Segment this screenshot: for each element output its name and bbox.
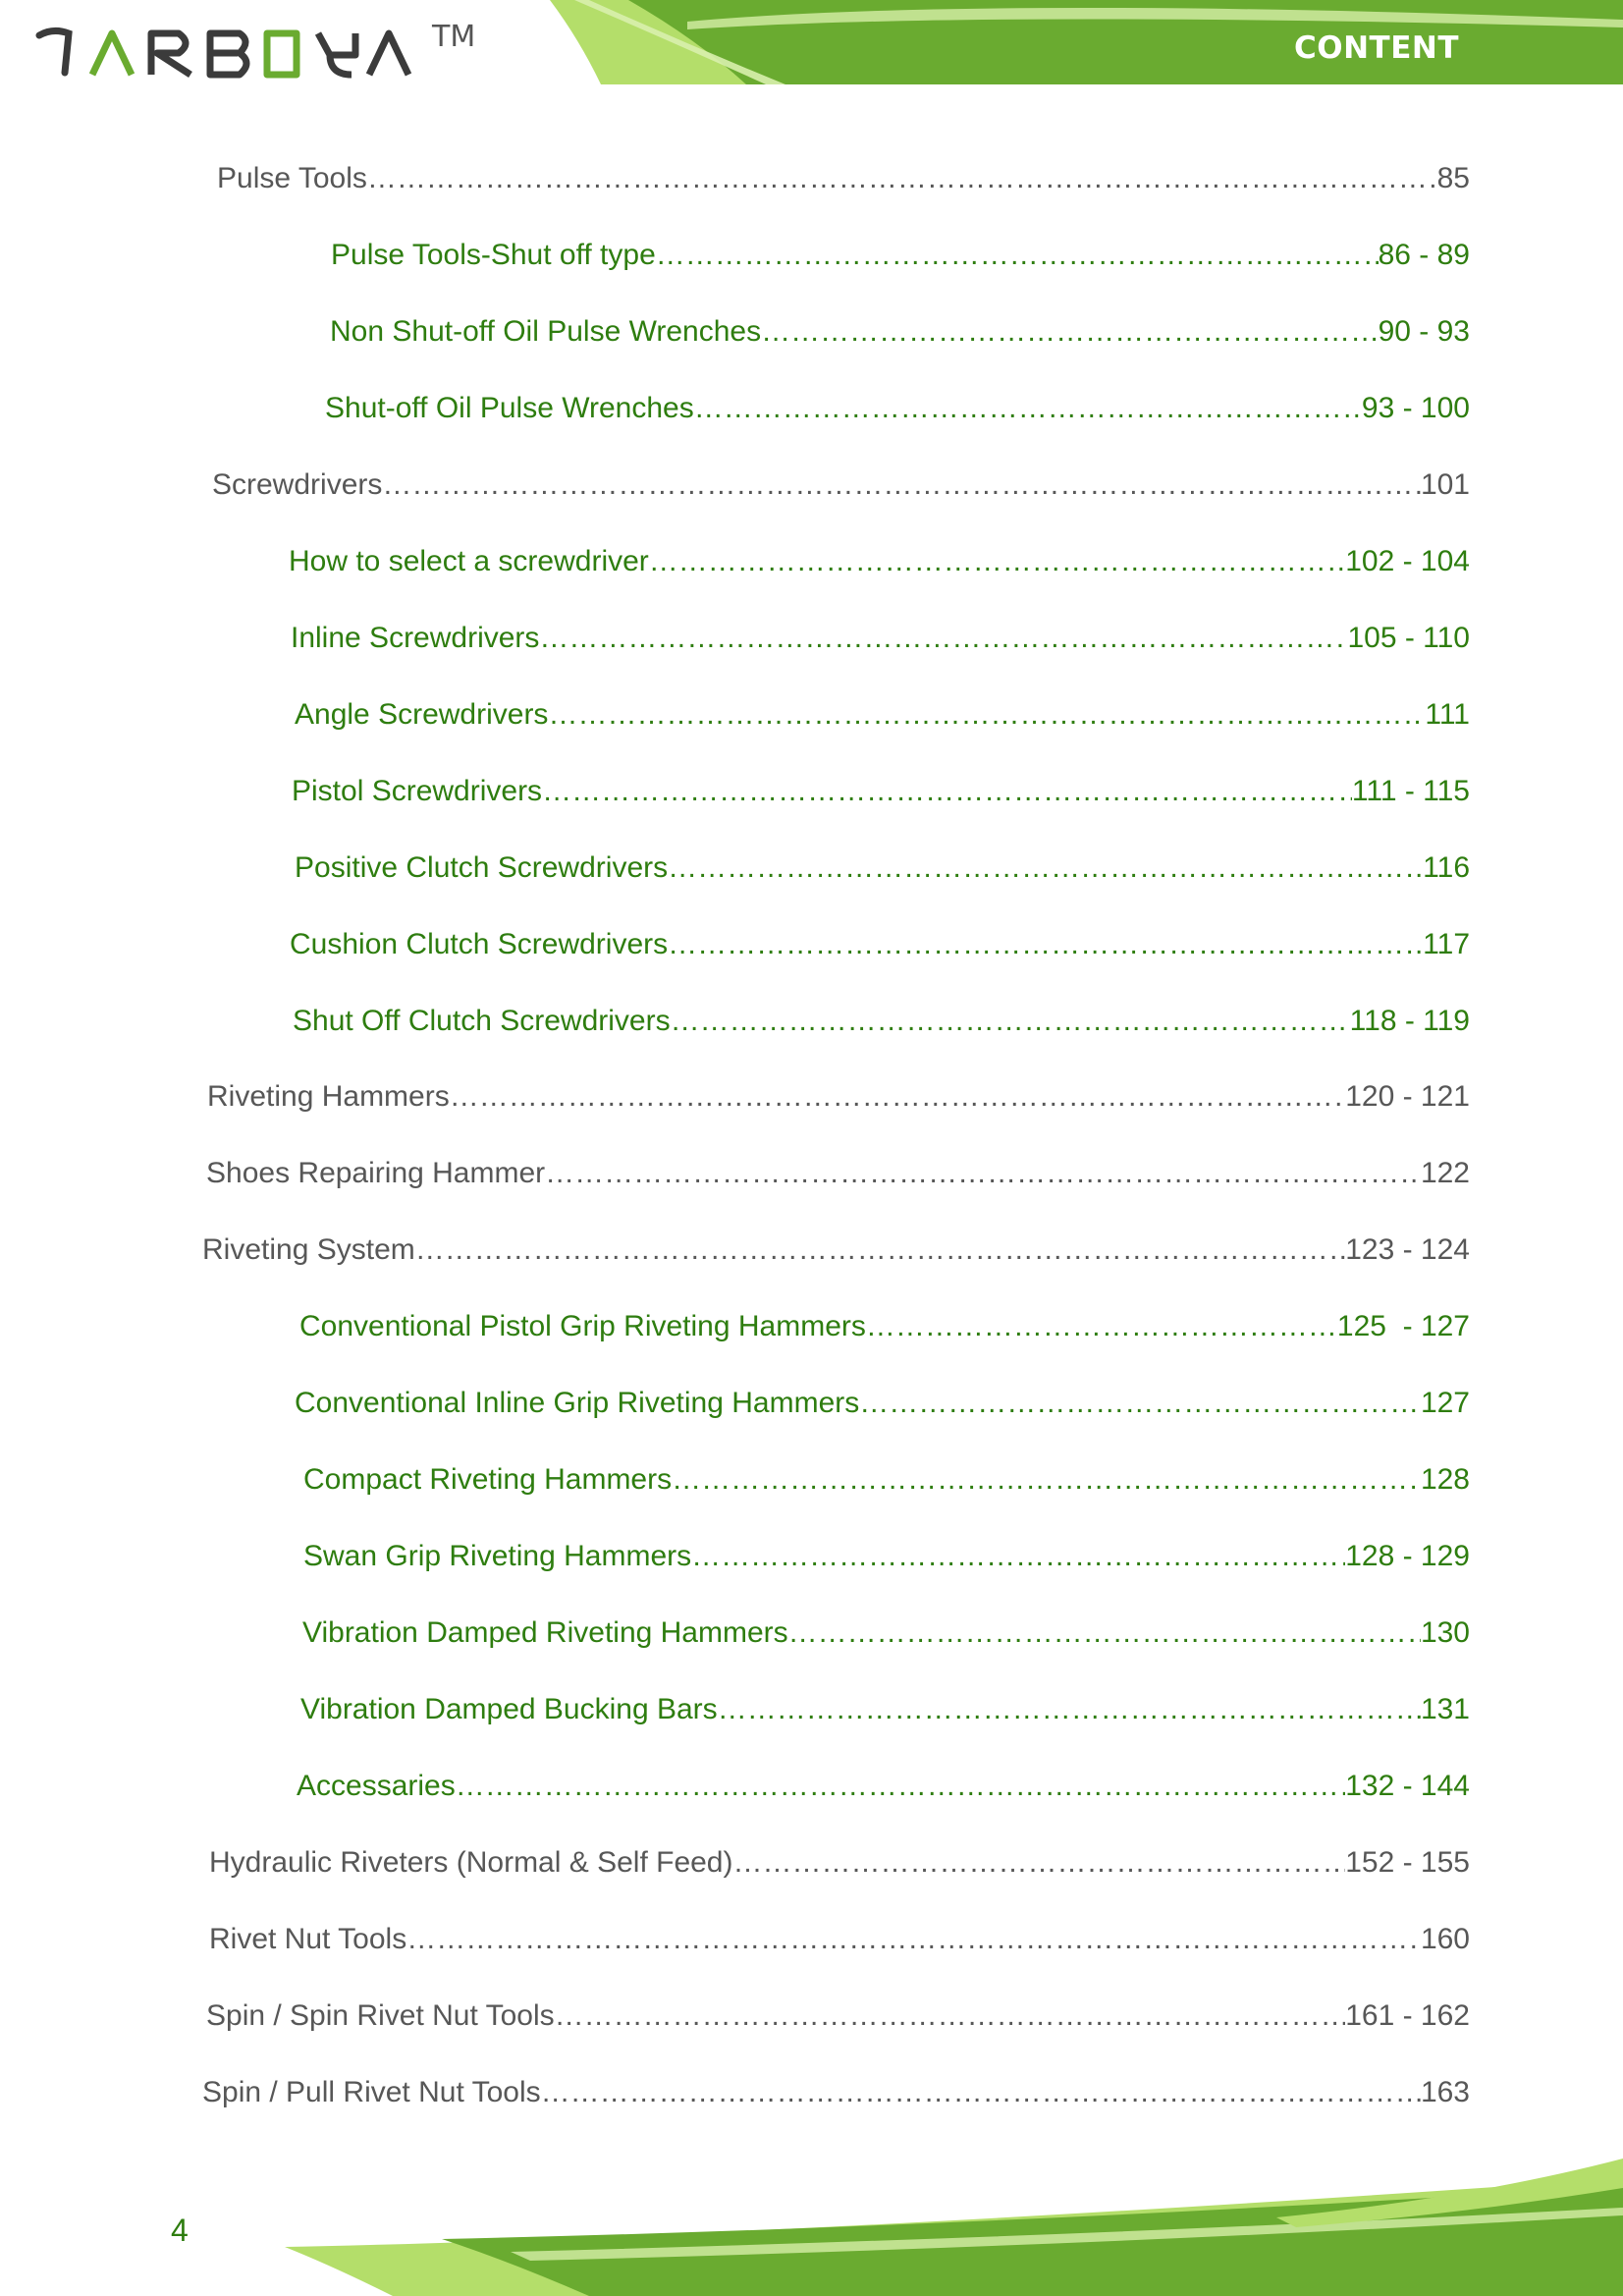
dot-leader — [718, 1688, 1421, 1731]
toc-entry-how-to-select-a-screwdriver[interactable] — [289, 540, 1470, 583]
toc-entry-label: Conventional Inline Grip Riveting Hammers — [295, 1387, 860, 1419]
toc-entry-hydraulic-riveters[interactable] — [209, 1841, 1470, 1885]
footer-swoosh-decoration — [0, 2159, 1623, 2296]
dot-leader — [866, 1305, 1337, 1348]
toc-entry-label: Positive Clutch Screwdrivers — [295, 851, 669, 884]
toc-entry-page: 90 - 93 — [1378, 315, 1470, 348]
dot-leader — [668, 847, 1423, 890]
toc-entry-page: 132 - 144 — [1345, 1770, 1470, 1802]
section-label: CONTENT — [1294, 30, 1459, 66]
dot-leader — [555, 1995, 1346, 2038]
dot-leader — [668, 923, 1423, 966]
dot-leader — [542, 770, 1352, 813]
toc-entry-label: How to select a screwdriver — [289, 545, 649, 577]
toc-entry-spin-pull-rivet-nut-tools[interactable] — [202, 2071, 1470, 2114]
toc-entry-page: 161 - 162 — [1345, 1999, 1470, 2032]
toc-entry-page: 101 — [1420, 468, 1470, 501]
toc-entry-riveting-hammers[interactable] — [207, 1075, 1470, 1119]
toc-entry-swan-grip-riveting-hammers[interactable] — [303, 1535, 1470, 1578]
dot-leader — [691, 1535, 1345, 1578]
toc-entry-page: 111 — [1425, 698, 1470, 731]
toc-entry-cushion-clutch-screwdrivers[interactable] — [290, 923, 1470, 966]
dot-leader — [649, 540, 1345, 583]
toc-entry-label: Angle Screwdrivers — [295, 698, 549, 731]
toc-entry-page: 102 - 104 — [1345, 545, 1470, 577]
toc-entry-label: Cushion Clutch Screwdrivers — [290, 928, 669, 960]
dot-leader — [671, 1000, 1350, 1043]
toc-entry-pulse-tools-shut-off-type[interactable] — [331, 234, 1470, 277]
dot-leader — [761, 310, 1378, 354]
toc-entry-page: 131 — [1420, 1693, 1470, 1725]
toc-entry-label: Inline Screwdrivers — [291, 622, 540, 654]
toc-entry-page: 120 - 121 — [1345, 1080, 1470, 1113]
toc-entry-page: 118 - 119 — [1349, 1005, 1470, 1037]
trademark-symbol: TM — [432, 20, 476, 54]
page-number: 4 — [171, 2213, 189, 2248]
toc-entry-label: Spin / Pull Rivet Nut Tools — [202, 2076, 541, 2108]
toc-entry-page: 86 - 89 — [1378, 239, 1470, 271]
toc-entry-conventional-inline-grip-riveting-hammers[interactable] — [295, 1382, 1470, 1425]
toc-entry-positive-clutch-screwdrivers[interactable] — [295, 847, 1470, 890]
toc-entry-non-shut-off-oil-pulse-wrenches[interactable] — [330, 310, 1470, 354]
toc-entry-vibration-damped-bucking-bars[interactable] — [300, 1688, 1470, 1731]
toc-entry-accessaries[interactable] — [297, 1765, 1470, 1808]
toc-entry-riveting-system[interactable] — [202, 1229, 1470, 1272]
toc-entry-label: Conventional Pistol Grip Riveting Hammers — [299, 1310, 866, 1342]
dot-leader — [859, 1382, 1421, 1425]
toc-entry-page: 127 — [1420, 1387, 1470, 1419]
toc-entry-rivet-nut-tools[interactable] — [209, 1918, 1470, 1961]
toc-entry-page: 130 — [1420, 1616, 1470, 1649]
toc-entry-label: Vibration Damped Bucking Bars — [300, 1693, 718, 1725]
dot-leader — [732, 1841, 1345, 1885]
toc-entry-page: 152 - 155 — [1345, 1846, 1470, 1879]
dot-leader — [367, 157, 1437, 200]
toc-entry-page: 128 - 129 — [1345, 1540, 1470, 1572]
toc-entry-pistol-screwdrivers[interactable] — [292, 770, 1470, 813]
toc-entry-pulse-tools[interactable] — [217, 157, 1470, 200]
dot-leader — [694, 387, 1362, 430]
toc-entry-shut-off-clutch-screwdrivers[interactable] — [293, 1000, 1470, 1043]
toc-entry-shut-off-oil-pulse-wrenches[interactable] — [325, 387, 1470, 430]
dot-leader — [382, 464, 1421, 507]
dot-leader — [545, 1152, 1421, 1195]
toc-entry-screwdrivers[interactable] — [212, 464, 1470, 507]
toc-entry-label: Pistol Screwdrivers — [292, 775, 543, 807]
toc-entry-label: Shut-off Oil Pulse Wrenches — [325, 392, 694, 424]
toc-entry-page: 128 — [1420, 1463, 1470, 1496]
dot-leader — [450, 1075, 1345, 1119]
dot-leader — [406, 1918, 1421, 1961]
toc-entry-label: Accessaries — [297, 1770, 456, 1802]
toc-entry-page: 160 — [1420, 1923, 1470, 1955]
dot-leader — [656, 234, 1379, 277]
toc-entry-vibration-damped-riveting-hammers[interactable] — [302, 1612, 1470, 1655]
toc-entry-page: 122 — [1420, 1157, 1470, 1189]
toc-entry-conventional-pistol-grip-riveting-hammers[interactable] — [299, 1305, 1470, 1348]
toc-entry-page: 111 - 115 — [1351, 775, 1470, 807]
dot-leader — [672, 1458, 1421, 1502]
toc-entry-page: 116 — [1423, 851, 1470, 884]
toc-entry-label: Screwdrivers — [212, 468, 383, 501]
toc-entry-label: Rivet Nut Tools — [209, 1923, 407, 1955]
toc-entry-label: Riveting System — [202, 1233, 415, 1266]
toc-entry-inline-screwdrivers[interactable] — [291, 617, 1470, 660]
toc-entry-label: Pulse Tools — [217, 162, 367, 194]
dot-leader — [548, 693, 1425, 737]
dot-leader — [541, 2071, 1421, 2114]
toc-entry-page: 93 - 100 — [1361, 392, 1470, 424]
toc-entry-label: Pulse Tools-Shut off type — [331, 239, 656, 271]
toc-entry-label: Shut Off Clutch Screwdrivers — [293, 1005, 671, 1037]
dot-leader — [456, 1765, 1346, 1808]
toc-entry-label: Shoes Repairing Hammer — [206, 1157, 546, 1189]
toc-entry-page: 117 — [1423, 928, 1470, 960]
dot-leader — [539, 617, 1347, 660]
toc-entry-spin-spin-rivet-nut-tools[interactable] — [206, 1995, 1470, 2038]
toc-entry-page: 125 - 127 — [1336, 1310, 1470, 1342]
toc-entry-compact-riveting-hammers[interactable] — [303, 1458, 1470, 1502]
toc-entry-shoes-repairing-hammer[interactable] — [206, 1152, 1470, 1195]
dot-leader — [788, 1612, 1421, 1655]
toc-entry-angle-screwdrivers[interactable] — [295, 693, 1470, 737]
toc-entry-page: 123 - 124 — [1345, 1233, 1470, 1266]
toc-entry-label: Hydraulic Riveters (Normal & Self Feed) — [209, 1846, 733, 1879]
toc-entry-label: Compact Riveting Hammers — [303, 1463, 673, 1496]
dot-leader — [415, 1229, 1345, 1272]
toc-entry-label: Riveting Hammers — [207, 1080, 450, 1113]
toc-entry-label: Swan Grip Riveting Hammers — [303, 1540, 692, 1572]
toc-entry-page: 163 — [1420, 2076, 1470, 2108]
toc-entry-page: 105 - 110 — [1347, 622, 1470, 654]
toc-entry-page: 85 — [1436, 162, 1470, 194]
toc-entry-label: Spin / Spin Rivet Nut Tools — [206, 1999, 555, 2032]
toc-entry-label: Vibration Damped Riveting Hammers — [302, 1616, 788, 1649]
toc-entry-label: Non Shut-off Oil Pulse Wrenches — [330, 315, 762, 348]
